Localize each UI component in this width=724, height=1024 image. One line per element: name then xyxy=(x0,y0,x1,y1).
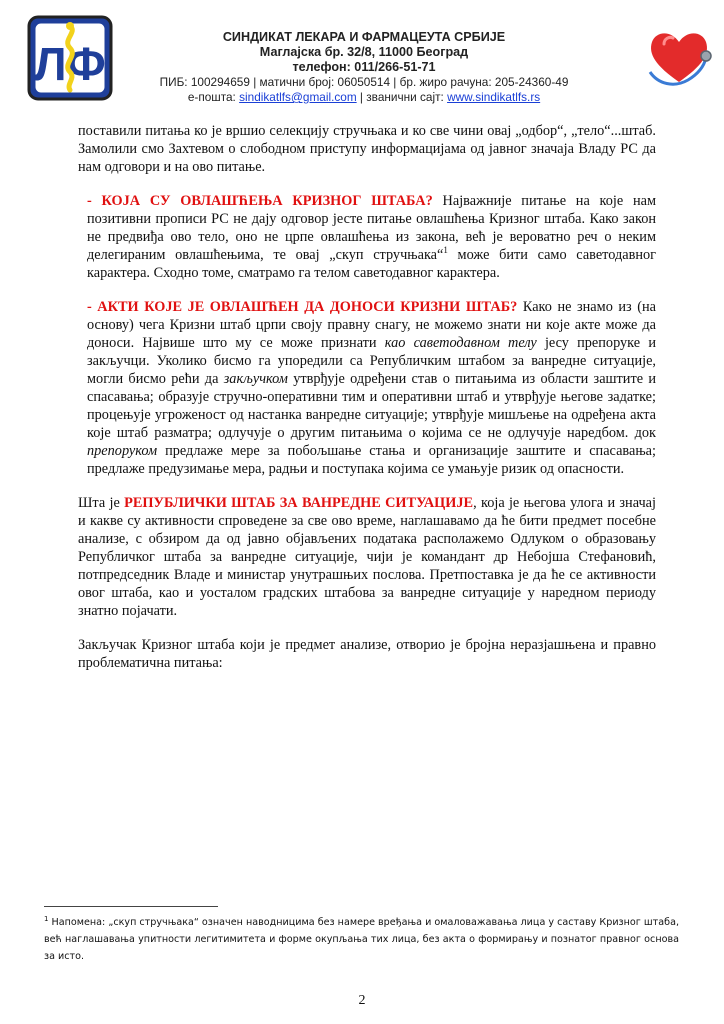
document-body xyxy=(78,122,656,672)
letterhead-text xyxy=(114,30,614,105)
org-ids: ПИБ: 100294659 | матични број: 06050514 | бр. жиро рачуна: 205-24360-49 xyxy=(159,75,569,89)
email-label: е-пошта: xyxy=(187,90,240,104)
logo-letters: ЛФ xyxy=(34,38,106,90)
section-heading-republic-staff: РЕПУБЛИЧКИ ШТАБ ЗА ВАНРЕДНЕ СИТУАЦИЈЕ xyxy=(124,495,474,511)
section-heading-powers: - КОЈА СУ ОВЛАШЋЕЊА КРИЗНОГ ШТАБА? xyxy=(87,193,433,209)
website-link[interactable]: www.sindikatlfs.rs xyxy=(447,90,541,104)
paragraph-text: , која је његова улога и значај и какве су активности спроведене за све ово време, наглашавамо да ће бити предмет посебне анализе, с обзиром да од јавно објављених података располажемо Одлуком о образовању Републичког штаба за ванредне ситуације, чији је командант др Небојша Стефановић, потпредседник Владе и министар унутрашњих послова. Претпоставка је да ће се активности овог штаба, као и уосталом градских штабова за ванредне ситуације у наредном периоду знатно појачати. xyxy=(78,495,656,619)
paragraph-text: утврђује одређени став о питањима из области заштите и спасавања; образује стручно-оперативни тим и оперативни штаб и утврђује његове задатке; процењује угроженост од настанка ванредне ситуације; утврђује мишљење на одређена акта које штаб разматра; одлучује о другим питањима о којима се не одлучује наредбом. док xyxy=(87,371,656,441)
paragraph-conclusion: Закључак Кризног штаба који је предмет анализе, отворио је бројна неразјашњена и правно проблематична питања: xyxy=(78,637,656,671)
section-heading-acts: - АКТИ КОЈЕ ЈЕ ОВЛАШЋЕН ДА ДОНОСИ КРИЗНИ ШТАБ? xyxy=(87,299,518,315)
org-contact xyxy=(114,90,614,105)
org-address: Маглајска бр. 32/8, 11000 Београд xyxy=(259,45,469,59)
emphasis-text: препоруком xyxy=(87,443,158,459)
emphasis-text: закључком xyxy=(223,371,288,387)
paragraph-text: Шта је xyxy=(78,495,125,511)
page-number: 2 xyxy=(358,993,366,1008)
footnote-divider xyxy=(44,906,218,907)
paragraph-intro: поставили питања ко је вршио селекцију стручњака и ко све чини овај „одбор“, „тело“...штаб. Замолили смо Захтевом о слободном приступу информацијама од јавног значаја Владу РС да нам одговори и на ово питање. xyxy=(78,123,656,175)
letterhead xyxy=(24,12,700,102)
footnote-text: Напомена: „скуп стручњака“ означен наводницима без намере вређања и омаловажавања лица у саставу Кризног штаба, већ наглашавања упитности легитимитета и форме окупљања тих лица, без акта о формирању и познатог правног основа за исто. xyxy=(44,917,679,962)
paragraph-text: Како не знамо из (на основу) чега Кризни штаб црпи своју правну снагу, не можемо знати ни које акте може да доноси. Највише што му се може признати xyxy=(87,299,656,351)
union-logo-icon xyxy=(26,14,114,102)
emphasis-text: као саветодавном телу xyxy=(384,335,537,351)
site-label: | званични сајт: xyxy=(356,90,448,104)
email-link[interactable]: sindikatlfs@gmail.com xyxy=(239,90,357,104)
heart-stethoscope-icon xyxy=(644,22,714,92)
paragraph-text: јесу препоруке и закључци. Уколико бисмо га упоредили са Републичким штабом за ванредне ситуације, могли бисмо рећи да xyxy=(87,335,656,387)
paragraph-text: предлаже мере за побољшање стања и организације заштите и спасавања; предлаже предузимање мера, радњи и поступака којима се умањује ризик од опасности. xyxy=(87,443,656,477)
footnote xyxy=(44,914,679,965)
paragraph-republic-staff xyxy=(78,494,656,620)
footnote-reference[interactable]: 1 xyxy=(443,245,448,256)
org-name: СИНДИКАТ ЛЕКАРА И ФАРМАЦЕУТА СРБИЈЕ xyxy=(222,30,506,44)
paragraph-crisis-staff-powers xyxy=(78,192,656,282)
footnote-mark: 1 xyxy=(44,914,49,923)
paragraph-text: Најважније питање на које нам позитивни прописи РС не дају одговор јесте питање овлашћења Кризног штаба. Како закон не предвиђа ово тело, оно не црпе овлашћења из закона, већ је вероватно реч о неким делегираним овлашћењима, те овај „скуп стручњака“ xyxy=(87,193,656,263)
paragraph-text: може бити само саветодавног карактера. Сходно томе, сматрамо га телом саветодавног карактера. xyxy=(87,247,657,281)
paragraph-crisis-staff-acts xyxy=(78,298,656,478)
org-phone: телефон: 011/266-51-71 xyxy=(292,60,436,74)
